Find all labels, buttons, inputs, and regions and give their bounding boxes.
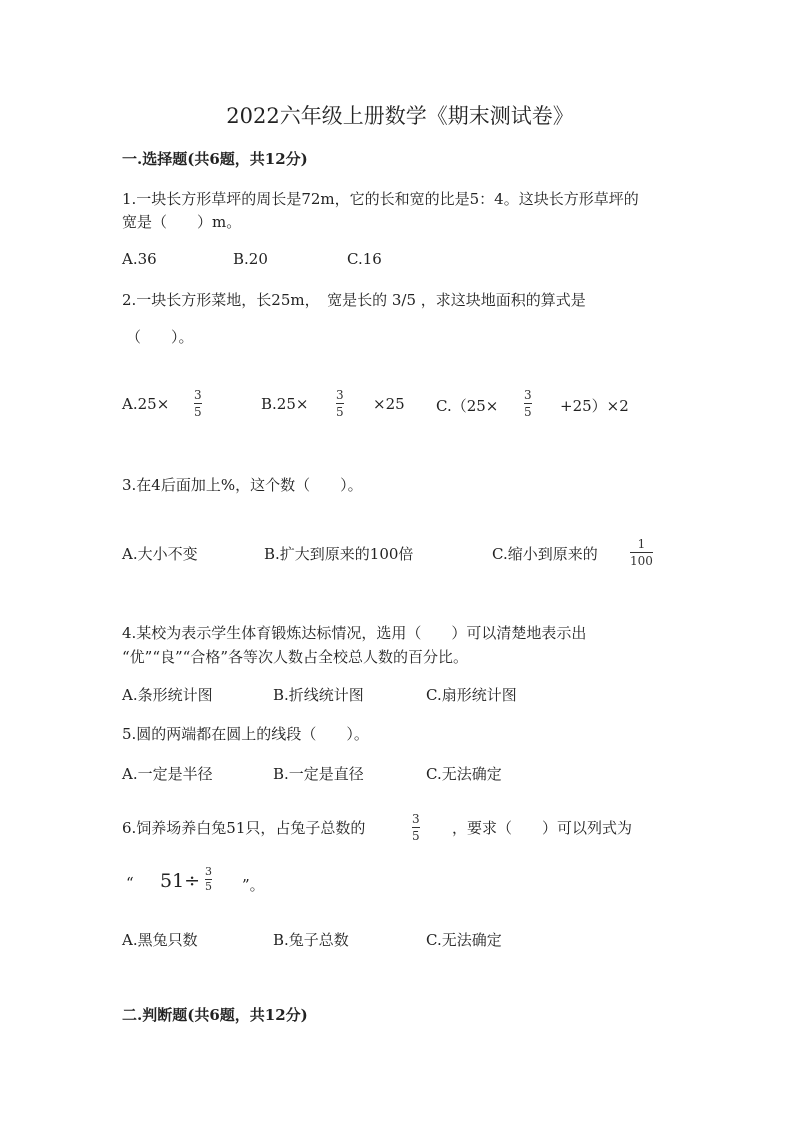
question-2-line-2: （ ）。 xyxy=(126,328,194,346)
question-4-line-1: 4.某校为表示学生体育锻炼达标情况，选用（ ）可以清楚地表示出 xyxy=(122,624,587,642)
question-6-close-quote: ”。 xyxy=(242,876,265,894)
fraction-numerator: 3 xyxy=(194,388,202,402)
question-5-option-b: B.一定是直径 xyxy=(273,765,364,783)
question-2-option-c: C.（25× xyxy=(436,397,499,415)
question-3-option-c-fraction xyxy=(630,537,653,568)
question-1-option-c: C.16 xyxy=(347,250,382,268)
fraction-denominator: 5 xyxy=(194,405,202,419)
question-5-option-c: C.无法确定 xyxy=(426,765,502,783)
fraction-denominator: 5 xyxy=(205,880,212,893)
question-3-line-1: 3.在4后面加上%，这个数（ ）。 xyxy=(122,476,363,494)
question-4-option-c: C.扇形统计图 xyxy=(426,686,517,704)
fraction-numerator: 1 xyxy=(637,537,646,551)
fraction-denominator: 5 xyxy=(336,405,344,419)
question-1-line-2: 宽是（ ）m。 xyxy=(122,213,242,231)
question-2-line-1: 2.一块长方形菜地，长25m， 宽是长的 3/5 ，求这块地面积的算式是 xyxy=(122,291,586,309)
fraction-denominator: 5 xyxy=(412,829,420,843)
fraction-bar xyxy=(194,403,202,404)
fraction-numerator: 3 xyxy=(205,865,212,878)
fraction-bar xyxy=(630,552,653,553)
fraction-denominator: 5 xyxy=(524,405,532,419)
question-4-option-a: A.条形统计图 xyxy=(122,686,213,704)
question-1-option-b: B.20 xyxy=(233,250,268,268)
fraction-bar xyxy=(524,403,532,404)
section-heading-judgement: 二.判断题(共6题，共12分) xyxy=(122,1006,308,1024)
question-6-expression: 51÷ xyxy=(160,870,201,892)
section-heading-choice: 一.选择题(共6题，共12分) xyxy=(122,150,308,168)
question-2-option-a-fraction xyxy=(194,388,202,419)
question-6-expression-fraction xyxy=(205,866,212,893)
question-6-option-c: C.无法确定 xyxy=(426,931,502,949)
fraction-numerator: 3 xyxy=(412,812,420,826)
question-3-option-b: B.扩大到原来的100倍 xyxy=(264,545,414,563)
question-3-option-c: C.缩小到原来的 xyxy=(492,545,598,563)
fraction-bar xyxy=(412,827,420,828)
question-2-option-a: A.25× xyxy=(122,395,170,413)
question-6-fraction xyxy=(412,812,420,843)
fraction-bar xyxy=(336,403,344,404)
question-1-option-a: A.36 xyxy=(122,250,157,268)
question-2-option-c-suffix: +25）×2 xyxy=(560,397,629,415)
fraction-numerator: 3 xyxy=(524,388,532,402)
question-6-option-b: B.兔子总数 xyxy=(273,931,349,949)
question-4-option-b: B.折线统计图 xyxy=(273,686,364,704)
question-6-line-1: 6.饲养场养白兔51只，占兔子总数的 xyxy=(122,819,366,837)
question-4-line-2: “优”“良”“合格”各等次人数占全校总人数的百分比。 xyxy=(122,648,469,666)
question-3-option-a: A.大小不变 xyxy=(122,545,198,563)
question-2-option-b: B.25× xyxy=(261,395,309,413)
question-5-line-1: 5.圆的两端都在圆上的线段（ ）。 xyxy=(122,725,369,743)
page-title: 2022六年级上册数学《期末测试卷》 xyxy=(226,104,574,128)
question-2-option-b-fraction xyxy=(336,388,344,419)
question-6-line-1-suffix: ，要求（ ）可以列式为 xyxy=(452,819,633,837)
question-2-option-c-fraction xyxy=(524,388,532,419)
question-2-option-b-suffix: ×25 xyxy=(373,395,405,413)
fraction-numerator: 3 xyxy=(336,388,344,402)
fraction-denominator: 100 xyxy=(630,554,653,568)
question-6-open-quote: “ xyxy=(126,874,134,892)
question-1-line-1: 1.一块长方形草坪的周长是72m，它的长和宽的比是5：4。这块长方形草坪的 xyxy=(122,190,639,208)
question-5-option-a: A.一定是半径 xyxy=(122,765,213,783)
question-6-option-a: A.黑兔只数 xyxy=(122,931,198,949)
